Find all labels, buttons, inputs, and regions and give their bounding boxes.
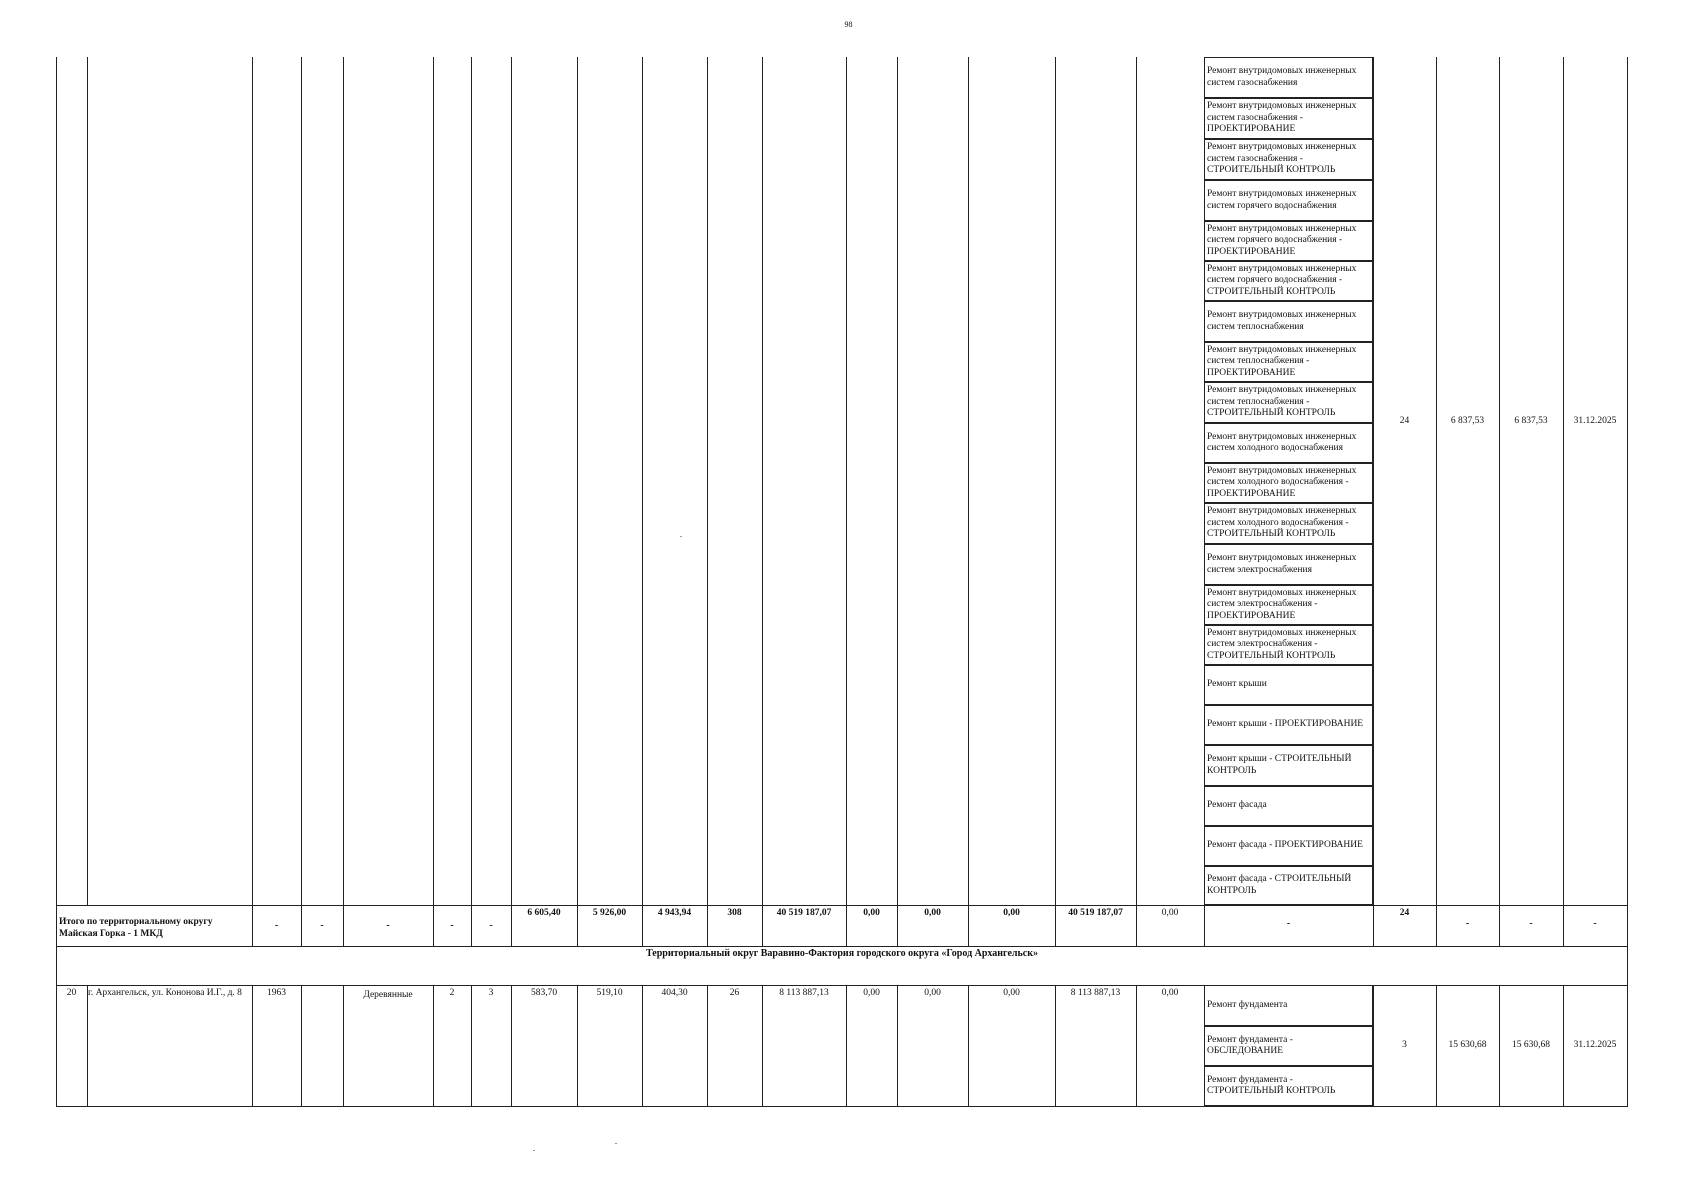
area-living: 519,10 (596, 988, 623, 998)
column-line (301, 57, 302, 906)
cost-per-sqm: 6 837,53 (1450, 416, 1485, 426)
work-type-cell: Ремонт фасада - ПРОЕКТИРОВАНИЕ (1204, 826, 1373, 866)
total-dash: - (274, 920, 279, 931)
column-line (1136, 57, 1137, 906)
scan-speck (615, 1143, 617, 1144)
scan-speck (680, 536, 682, 537)
column-line (511, 985, 512, 1106)
column-line (577, 985, 578, 1106)
work-type-cell: Ремонт внутридомовых инженерных систем теплоснабжения - ПРОЕКТИРОВАНИЕ (1204, 342, 1373, 382)
total-fund-2: 0,00 (924, 908, 941, 918)
column-line (968, 985, 969, 1106)
column-line (897, 985, 898, 1106)
deadline: 31.12.2025 (1573, 416, 1617, 426)
column-line (471, 985, 472, 1106)
work-type-cell: Ремонт внутридомовых инженерных систем горячего водоснабжения - ПРОЕКТИРОВАНИЕ (1204, 221, 1373, 261)
column-line (87, 985, 88, 1106)
column-line (511, 57, 512, 906)
work-type-cell: Ремонт внутридомовых инженерных систем теплоснабжения (1204, 301, 1373, 342)
work-type-cell: Ремонт внутридомовых инженерных систем горячего водоснабжения - СТРОИТЕЛЬНЫЙ КОНТРОЛЬ (1204, 261, 1373, 301)
work-type-cell: Ремонт фасада (1204, 786, 1373, 826)
work-type-cell: Ремонт внутридомовых инженерных систем газоснабжения - СТРОИТЕЛЬНЫЙ КОНТРОЛЬ (1204, 139, 1373, 180)
total-fund-1: 0,00 (863, 908, 880, 918)
column-line (897, 57, 898, 906)
column-line (1055, 985, 1056, 1106)
column-line (846, 985, 847, 1106)
work-type-cell: Ремонт внутридомовых инженерных систем горячего водоснабжения (1204, 180, 1373, 221)
deadline: 31.12.2025 (1573, 1040, 1617, 1050)
total-residents: 308 (727, 908, 742, 918)
total-fund-other: 0,00 (1161, 908, 1179, 918)
work-type-cell: Ремонт крыши - ПРОЕКТИРОВАНИЕ (1204, 705, 1373, 745)
total-area-total: 6 605,40 (527, 908, 561, 918)
work-type-cell: Ремонт внутридомовых инженерных систем холодного водоснабжения - СТРОИТЕЛЬНЫЙ КОНТРОЛЬ (1204, 503, 1373, 544)
fund-other: 0,00 (1161, 988, 1179, 998)
work-type-cell: Ремонт внутридомовых инженерных систем холодного водоснабжения (1204, 423, 1373, 463)
total-dash: - (1286, 918, 1291, 929)
total-count: 24 (1399, 908, 1410, 918)
fund-owners: 8 113 887,13 (1070, 988, 1121, 998)
work-type-cell: Ремонт фундамента - СТРОИТЕЛЬНЫЙ КОНТРОЛЬ (1204, 1066, 1373, 1106)
column-line (577, 57, 578, 906)
column-line (642, 57, 643, 906)
column-line (1499, 57, 1500, 906)
column-line (433, 985, 434, 1106)
floors: 2 (449, 988, 455, 998)
total-dash: - (450, 920, 454, 931)
total-dash: - (1593, 918, 1597, 929)
cost-total: 8 113 887,13 (779, 988, 829, 998)
column-line (252, 985, 253, 1106)
work-type-cell: Ремонт внутридомовых инженерных систем газоснабжения - ПРОЕКТИРОВАНИЕ (1204, 98, 1373, 139)
total-dash: - (1529, 918, 1533, 929)
total-dash: - (386, 920, 390, 931)
column-line (968, 57, 969, 906)
work-type-cell: Ремонт фундамента - ОБСЛЕДОВАНИЕ (1204, 1026, 1373, 1066)
work-type-cell: Ремонт крыши (1204, 665, 1373, 705)
total-dash: - (320, 920, 324, 931)
column-line (252, 57, 253, 906)
column-line (301, 985, 302, 1106)
work-type-cell: Ремонт фундамента (1204, 985, 1373, 1026)
total-fund-3: 0,00 (1003, 908, 1020, 918)
total-cost: 40 519 187,07 (776, 908, 832, 918)
column-line (707, 57, 708, 906)
row-line (56, 1106, 1628, 1107)
column-line (1627, 57, 1628, 1107)
column-line (707, 985, 708, 1106)
column-line (1136, 985, 1137, 1106)
column-line (1373, 57, 1374, 906)
column-line (343, 57, 344, 906)
address: г. Архангельск, ул. Кононова И.Г., д. 8 (88, 988, 242, 998)
column-line (762, 57, 763, 906)
work-type-cell: Ремонт внутридомовых инженерных систем электроснабжения - СТРОИТЕЛЬНЫЙ КОНТРОЛЬ (1204, 625, 1373, 665)
work-count: 24 (1399, 416, 1410, 426)
column-line (1436, 57, 1437, 906)
column-line (433, 57, 434, 906)
column-line (471, 57, 472, 906)
fund-2: 0,00 (924, 988, 941, 998)
total-area-owned: 4 943,94 (657, 908, 692, 918)
work-type-cell: Ремонт крыши - СТРОИТЕЛЬНЫЙ КОНТРОЛЬ (1204, 745, 1373, 786)
work-type-cell: Ремонт внутридомовых инженерных систем электроснабжения - ПРОЕКТИРОВАНИЕ (1204, 585, 1373, 625)
page-number: 98 (844, 20, 853, 29)
work-type-cell: Ремонт внутридомовых инженерных систем электроснабжения (1204, 544, 1373, 585)
entrances: 3 (488, 988, 494, 998)
work-type-cell: Ремонт фасада - СТРОИТЕЛЬНЫЙ КОНТРОЛЬ (1204, 866, 1373, 905)
total-dash: - (1465, 918, 1470, 929)
column-line (642, 985, 643, 1106)
row-line (56, 985, 1628, 986)
area-total: 583,70 (530, 988, 558, 998)
total-fund-owners: 40 519 187,07 (1068, 908, 1123, 918)
scan-speck (533, 1150, 535, 1151)
residents: 26 (729, 988, 740, 998)
total-dash: - (489, 920, 493, 931)
work-type-cell: Ремонт внутридомовых инженерных систем теплоснабжения - СТРОИТЕЛЬНЫЙ КОНТРОЛЬ (1204, 382, 1373, 423)
build-year: 1963 (267, 988, 286, 998)
row-line (56, 905, 1628, 906)
area-owned: 404,30 (661, 988, 688, 998)
column-line (762, 985, 763, 1106)
limit-per-sqm: 15 630,68 (1512, 1040, 1550, 1050)
work-type-cell: Ремонт внутридомовых инженерных систем газоснабжения (1204, 57, 1373, 98)
column-line (87, 57, 88, 906)
row-line (56, 946, 1628, 947)
fund-1: 0,00 (863, 988, 880, 998)
district-title: Территориальный округ Варавино-Фактория городского округа «Город Архангельск» (645, 948, 1038, 959)
limit-per-sqm: 6 837,53 (1514, 416, 1548, 426)
wall-material: Деревянные (363, 990, 413, 1000)
column-line (846, 57, 847, 906)
column-line (1563, 57, 1564, 906)
total-label: Итого по территориальному округу Майская Горка - 1 МКД (59, 917, 213, 939)
fund-3: 0,00 (1003, 988, 1020, 998)
work-type-cell: Ремонт внутридомовых инженерных систем холодного водоснабжения - ПРОЕКТИРОВАНИЕ (1204, 463, 1373, 503)
column-line (1055, 57, 1056, 906)
column-line (343, 985, 344, 1106)
work-count: 3 (1402, 1040, 1407, 1050)
total-area-living: 5 926,00 (592, 908, 627, 918)
cost-per-sqm: 15 630,68 (1448, 1040, 1487, 1050)
row-number: 20 (66, 988, 77, 998)
